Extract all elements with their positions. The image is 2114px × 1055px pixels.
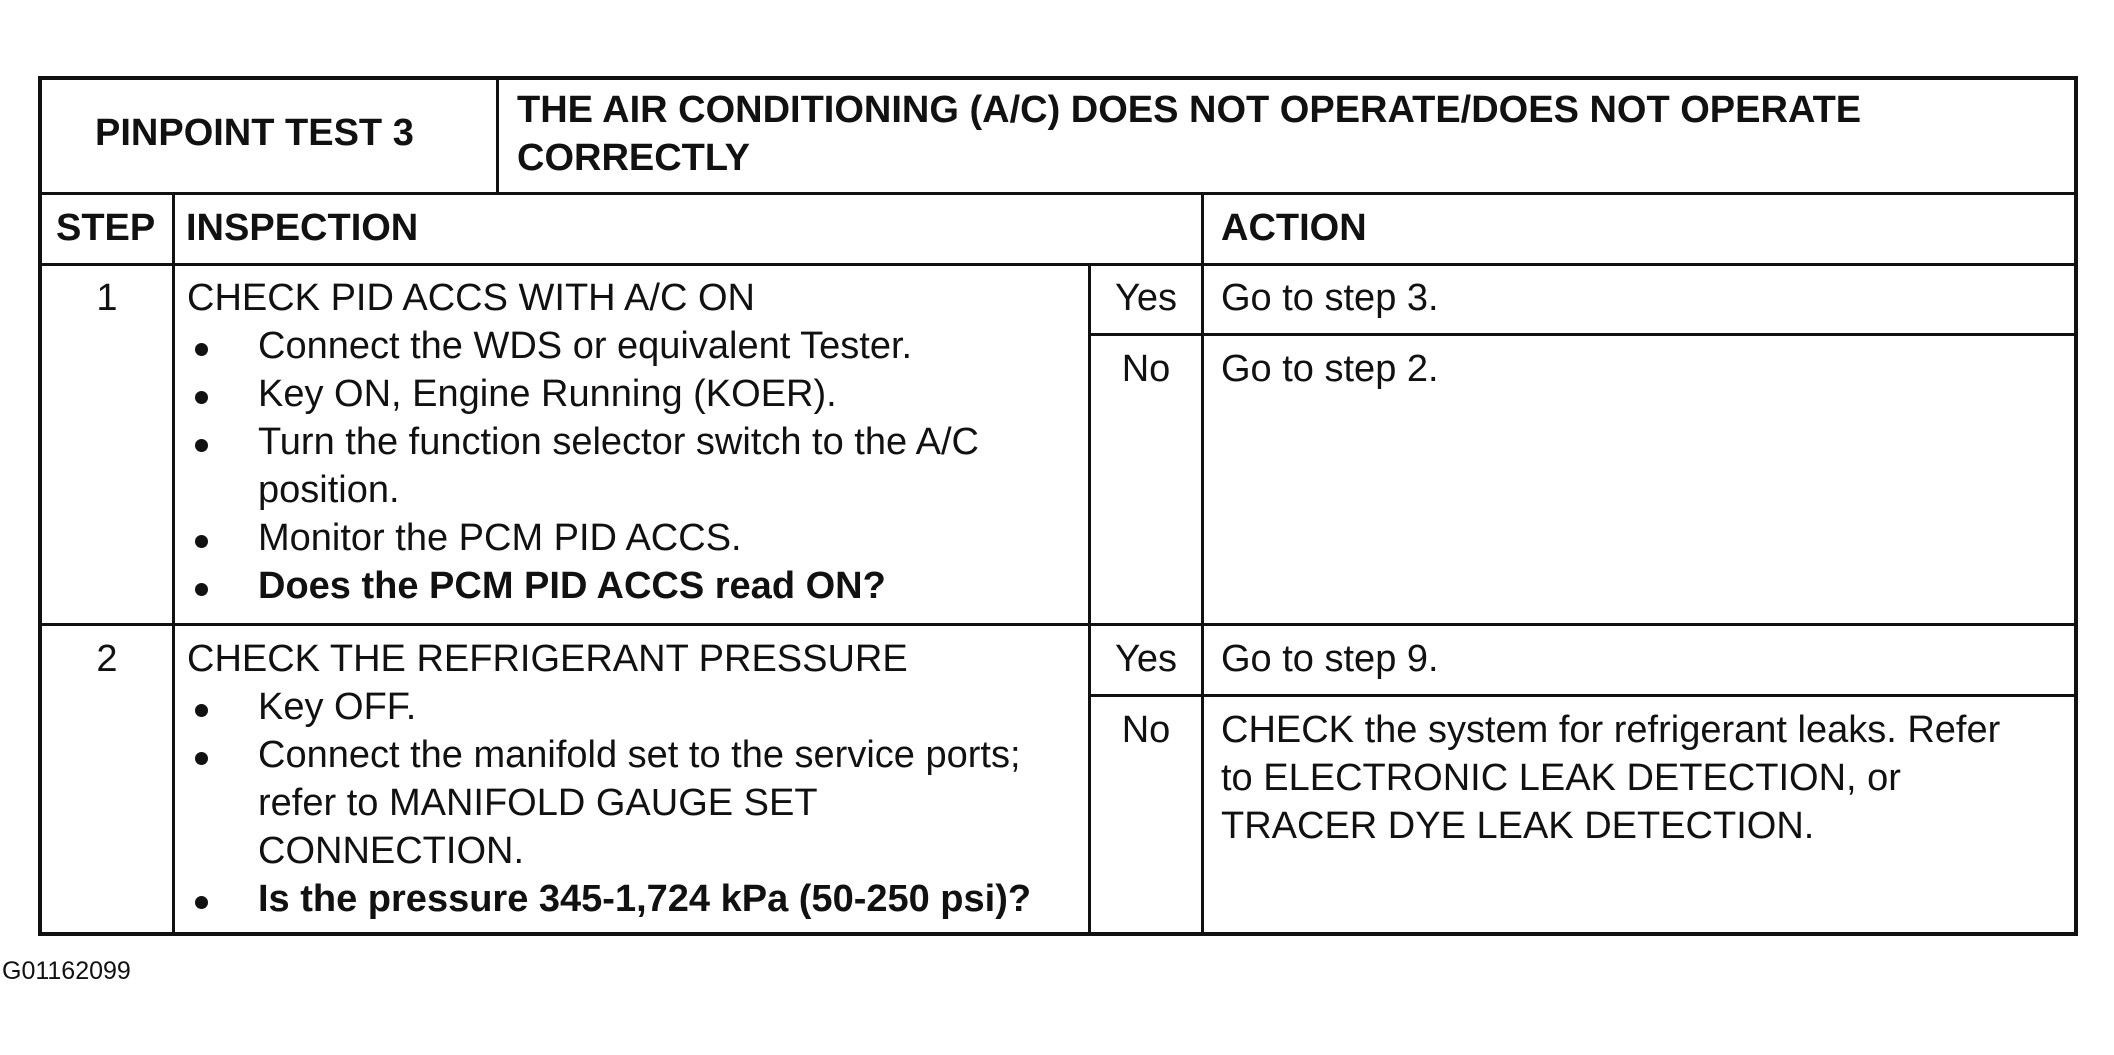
inspection-question: Is the pressure 345-1,724 kPa (50-250 psi)? (258, 878, 1032, 920)
action-no-line: TRACER DYE LEAK DETECTION. (1221, 805, 1815, 847)
bullet-icon (195, 704, 208, 717)
step-title: CHECK PID ACCS WITH A/C ON (187, 277, 755, 319)
figure-id: G01162099 (2, 957, 131, 985)
test-label: PINPOINT TEST 3 (95, 112, 414, 154)
rule-between-steps (42, 623, 2074, 626)
inspection-bullet-continuation: position. (258, 469, 400, 511)
step-title: CHECK THE REFRIGERANT PRESSURE (187, 638, 908, 680)
inspection-bullet: Monitor the PCM PID ACCS. (258, 517, 742, 559)
rule-step-column (172, 193, 175, 932)
answer-no: No (1121, 709, 1171, 751)
action-yes: Go to step 9. (1221, 638, 1439, 680)
answer-yes: Yes (1115, 638, 1177, 680)
bullet-icon (195, 752, 208, 765)
step-number: 2 (96, 638, 118, 680)
inspection-question: Does the PCM PID ACCS read ON? (258, 565, 886, 607)
bullet-icon (195, 391, 208, 404)
action-no-line: to ELECTRONIC LEAK DETECTION, or (1221, 757, 1901, 799)
inspection-bullet: Connect the WDS or equivalent Tester. (258, 325, 913, 367)
inspection-bullet: Turn the function selector switch to the A/C (258, 421, 979, 463)
rule-step2-yes-no (1090, 694, 2074, 697)
rule-step1-yes-no (1090, 333, 2074, 336)
column-header-inspection: INSPECTION (186, 207, 419, 249)
inspection-bullet: Key ON, Engine Running (KOER). (258, 373, 837, 415)
rule-answer-action (1201, 193, 1204, 932)
test-title-line2: CORRECTLY (517, 137, 750, 179)
bullet-icon (195, 535, 208, 548)
inspection-bullet-continuation: refer to MANIFOLD GAUGE SET (258, 782, 818, 824)
inspection-bullet: Key OFF. (258, 686, 417, 728)
column-header-step: STEP (56, 207, 156, 249)
bullet-icon (195, 343, 208, 356)
test-title-line1: THE AIR CONDITIONING (A/C) DOES NOT OPERATE/DOES NOT OPERATE (517, 89, 1862, 131)
bullet-icon (195, 583, 208, 596)
column-header-action: ACTION (1221, 207, 1367, 249)
rule-below-column-headers (42, 263, 2074, 266)
pinpoint-test-table (38, 76, 2078, 936)
action-no: Go to step 2. (1221, 348, 1439, 390)
step-number: 1 (96, 277, 118, 319)
bullet-icon (195, 896, 208, 909)
rule-below-title (42, 192, 2074, 195)
action-no-line: CHECK the system for refrigerant leaks. Refer (1221, 709, 2001, 751)
answer-yes: Yes (1115, 277, 1177, 319)
inspection-bullet-continuation: CONNECTION. (258, 830, 524, 872)
action-yes: Go to step 3. (1221, 277, 1439, 319)
inspection-bullet: Connect the manifold set to the service ports; (258, 734, 1021, 776)
bullet-icon (195, 439, 208, 452)
rule-title-divider (496, 80, 499, 193)
answer-no: No (1121, 348, 1171, 390)
